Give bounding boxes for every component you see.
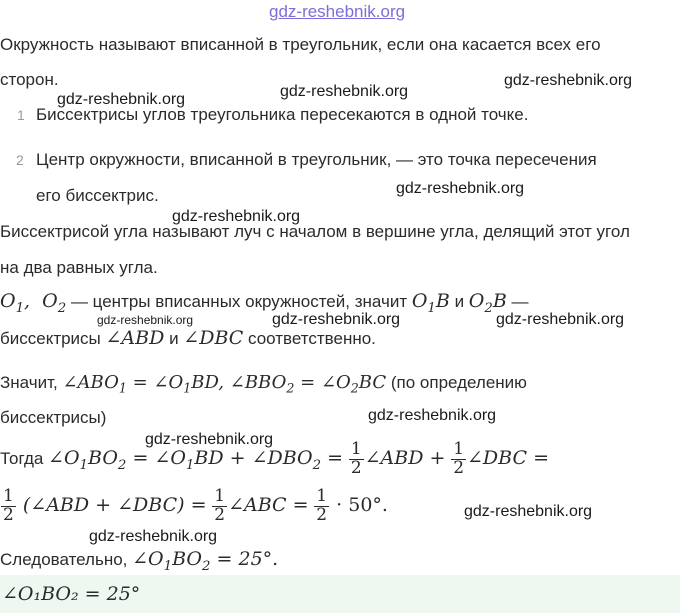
watermark: gdz-reshebnik.org <box>504 72 633 89</box>
list-item-1: Биссектрисы углов треугольника пересекаются в одной точке. <box>36 105 529 124</box>
watermark: gdz-reshebnik.org <box>496 311 625 328</box>
watermark: gdz-reshebnik.org <box>97 313 194 327</box>
then-line1: Тогда $\angle O_1BO_2$ = $\angle O_1BD$ + $\angle DBO_2$ = $\frac{1}{2}$ ∠ABD + $\frac{1}{2}$ ∠DBC = <box>0 439 549 478</box>
watermark: gdz-reshebnik.org <box>57 91 186 108</box>
hence-line1: Значит, $\angle ABO_1$ = $\angle O_1BD$, $\angle BBO_2$ = $\angle O_2BC$ (по определению <box>0 372 527 396</box>
definition-line1: Окружность называют вписанной в треугольник, если она касается всех его <box>0 35 601 54</box>
then-line2: $\frac{1}{2}$ (∠ABD + ∠DBC) = $\frac{1}{2}$ ∠ABC = $\frac{1}{2}$ · 50°. <box>3 486 388 525</box>
watermark: gdz-reshebnik.org <box>280 83 409 100</box>
watermark: gdz-reshebnik.org <box>145 431 274 448</box>
watermark: gdz-reshebnik.org <box>368 407 497 424</box>
watermark-link[interactable]: gdz-reshebnik.org <box>269 2 406 21</box>
bisector-def-line1: Биссектрисой угла называют луч с началом в вершине угла, делящий этот угол <box>0 222 630 241</box>
centers-line1: $O_1$, $O_2$ — центры вписанных окружностей, значит $O_1B$ и $O_2B$ — <box>0 290 529 316</box>
watermark: gdz-reshebnik.org <box>172 208 301 225</box>
bisector-def-line2: на два равных угла. <box>0 258 158 277</box>
centers-line2: биссектрисы ∠ABD и ∠DBC соответственно. <box>0 327 376 349</box>
answer-box <box>0 575 680 613</box>
therefore-line: Следовательно, $\angle O_1BO_2 = 25^\circ$. <box>0 548 279 574</box>
watermark: gdz-reshebnik.org <box>89 528 218 545</box>
list-item-2-line2: его биссектрис. <box>36 186 159 205</box>
list-number: 2 <box>16 152 24 168</box>
watermark: gdz-reshebnik.org <box>464 503 593 520</box>
list-item-2-line1: Центр окружности, вписанной в треугольник, — это точка пересечения <box>36 150 597 169</box>
list-number: 1 <box>17 107 25 123</box>
definition-line2: сторон. <box>0 70 59 89</box>
answer-text: ∠O₁BO₂ = 25° <box>2 583 141 605</box>
watermark: gdz-reshebnik.org <box>396 180 525 197</box>
hence-line2: биссектрисы) <box>0 408 107 427</box>
watermark: gdz-reshebnik.org <box>272 311 401 328</box>
